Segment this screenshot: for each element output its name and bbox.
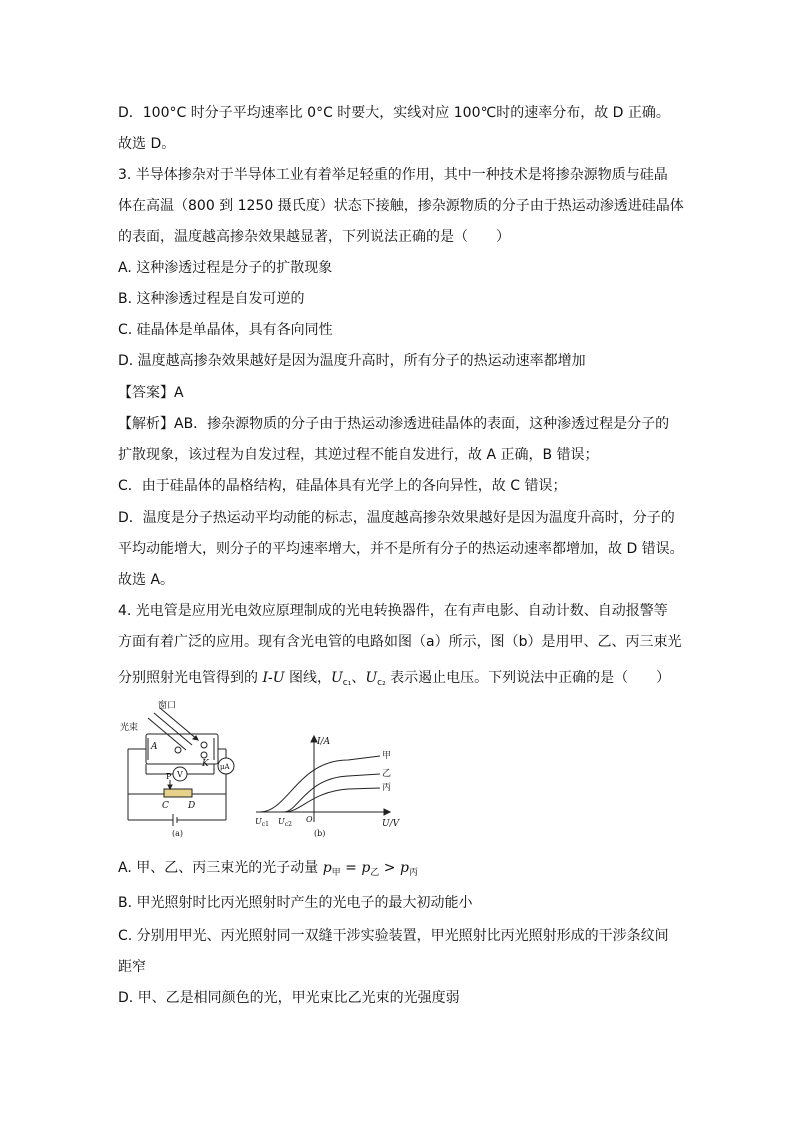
u-axis-label: U/V xyxy=(382,819,400,829)
text: = xyxy=(340,860,362,876)
option-a: A. 这种渗透过程是分子的扩散现象 xyxy=(118,260,333,276)
text-line: 体在高温（800 到 1250 摄氏度）状态下接触，掺杂源物质的分子由于热运动渗透进硅晶体 xyxy=(118,198,684,214)
option-d: D. 温度越高掺杂效果越好是因为温度升高时，所有分子的热运动速率都增加 xyxy=(118,353,586,369)
uc1-sub: c1 xyxy=(261,821,269,828)
math-p: p xyxy=(399,860,409,876)
math-u: U xyxy=(330,670,343,686)
text-line: 方面有着广泛的应用。现有含光电管的电路如图（a）所示，图（b）是用甲、乙、丙三束光 xyxy=(118,634,682,650)
option-d: D. 甲、乙是相同颜色的光，甲光束比乙光束的光强度弱 xyxy=(118,990,460,1006)
beam-label: 光束 xyxy=(120,723,139,733)
microammeter-label: μA xyxy=(220,763,230,771)
question-3-stem: 3. 半导体掺杂对于半导体工业有着举足轻重的作用，其中一种技术是将掺杂源物质与硅晶 xyxy=(118,167,668,183)
text-line: D．100°C 时分子平均速率比 0°C 时要大，实线对应 100℃时的速率分布，故 D 正确。 xyxy=(118,105,670,121)
text: 表示遏止电压。下列说法中正确的是（ ） xyxy=(385,670,671,686)
math-p: p xyxy=(361,860,371,876)
voltmeter-label: V xyxy=(177,770,183,779)
bing-label: 丙 xyxy=(382,783,392,793)
origin-label: O xyxy=(306,815,313,824)
graph-labels xyxy=(255,737,401,838)
text-line: 故选 A。 xyxy=(118,572,175,588)
text: 分别照射光电管得到的 xyxy=(118,670,263,686)
circuit-diagram-a xyxy=(128,708,234,826)
text-line: 距窄 xyxy=(118,959,146,975)
caption-b: (b) xyxy=(314,829,326,838)
text-line: 故选 D。 xyxy=(118,136,176,152)
text-line: 扩散现象，该过程为自发过程，其逆过程不能自发进行，故 A 正确，B 错误； xyxy=(118,447,599,463)
caption-a: (a) xyxy=(172,829,184,838)
text: > xyxy=(379,860,400,876)
window-label: 窗口 xyxy=(158,701,177,711)
uc2-label xyxy=(278,817,292,828)
subscript: c₁ xyxy=(342,678,352,688)
math-iu: I-U xyxy=(262,670,285,686)
uc2-u: U xyxy=(278,817,285,826)
text: 图线， xyxy=(284,670,331,686)
subscript: 乙 xyxy=(370,868,380,878)
subscript: c₂ xyxy=(377,678,386,688)
option-c: C. 硅晶体是单晶体，具有各向同性 xyxy=(118,322,333,338)
option-b: B. 甲光照射时比丙光照射时产生的光电子的最大初动能小 xyxy=(118,895,473,911)
text-line: D．温度是分子热运动平均动能的标志，温度越高掺杂效果越好是因为温度升高时，分子的 xyxy=(118,510,675,526)
iu-graph-b xyxy=(256,736,390,822)
curve-bing xyxy=(284,788,380,812)
text-line xyxy=(118,668,670,693)
answer: 【答案】A xyxy=(118,385,184,401)
text-line: 的表面，温度越高掺杂效果越显著，下列说法正确的是（ ） xyxy=(118,229,510,245)
option-a xyxy=(118,858,418,883)
analysis: 【解析】AB．掺杂源物质的分子由于热运动渗透进硅晶体的表面，这种渗透过程是分子的 xyxy=(118,416,670,432)
slider-p-label: P xyxy=(166,772,172,781)
text: A. 甲、乙、丙三束光的光子动量 xyxy=(118,860,323,876)
uc1-label xyxy=(255,817,269,828)
point-d-label: D xyxy=(188,801,196,811)
circuit-and-iu-figure xyxy=(118,700,418,840)
option-b: B. 这种渗透过程是自发可逆的 xyxy=(118,291,305,307)
uc2-sub: c2 xyxy=(284,821,292,828)
electrode-a-label: A xyxy=(151,742,158,752)
question-4-stem: 4. 光电管是应用光电效应原理制成的光电转换器件，在有声电影、自动计数、自动报警等 xyxy=(118,603,668,619)
i-axis-label: I/A xyxy=(317,737,331,747)
math-u: U xyxy=(365,670,378,686)
u-axis-arrow xyxy=(384,809,390,815)
electrode-k-label: K xyxy=(202,759,209,769)
subscript: 丙 xyxy=(408,868,418,878)
text-line: C．由于硅晶体的晶格结构，硅晶体具有光学上的各向异性，故 C 错误； xyxy=(118,478,567,494)
text: 、 xyxy=(351,670,366,686)
point-c-label: C xyxy=(162,801,169,811)
jia-label: 甲 xyxy=(382,751,392,761)
text-line: 平均动能增大，则分子的平均速率增大，并不是所有分子的热运动速率都增加，故 D 错误。 xyxy=(118,541,684,557)
subscript: 甲 xyxy=(331,868,341,878)
yi-label: 乙 xyxy=(382,769,392,779)
uc1-u: U xyxy=(255,817,262,826)
curve-yi xyxy=(284,774,380,812)
option-c: C. 分别用甲光、丙光照射同一双缝干涉实验装置，甲光照射比丙光照射形成的干涉条纹间 xyxy=(118,928,669,944)
math-p: p xyxy=(322,860,332,876)
